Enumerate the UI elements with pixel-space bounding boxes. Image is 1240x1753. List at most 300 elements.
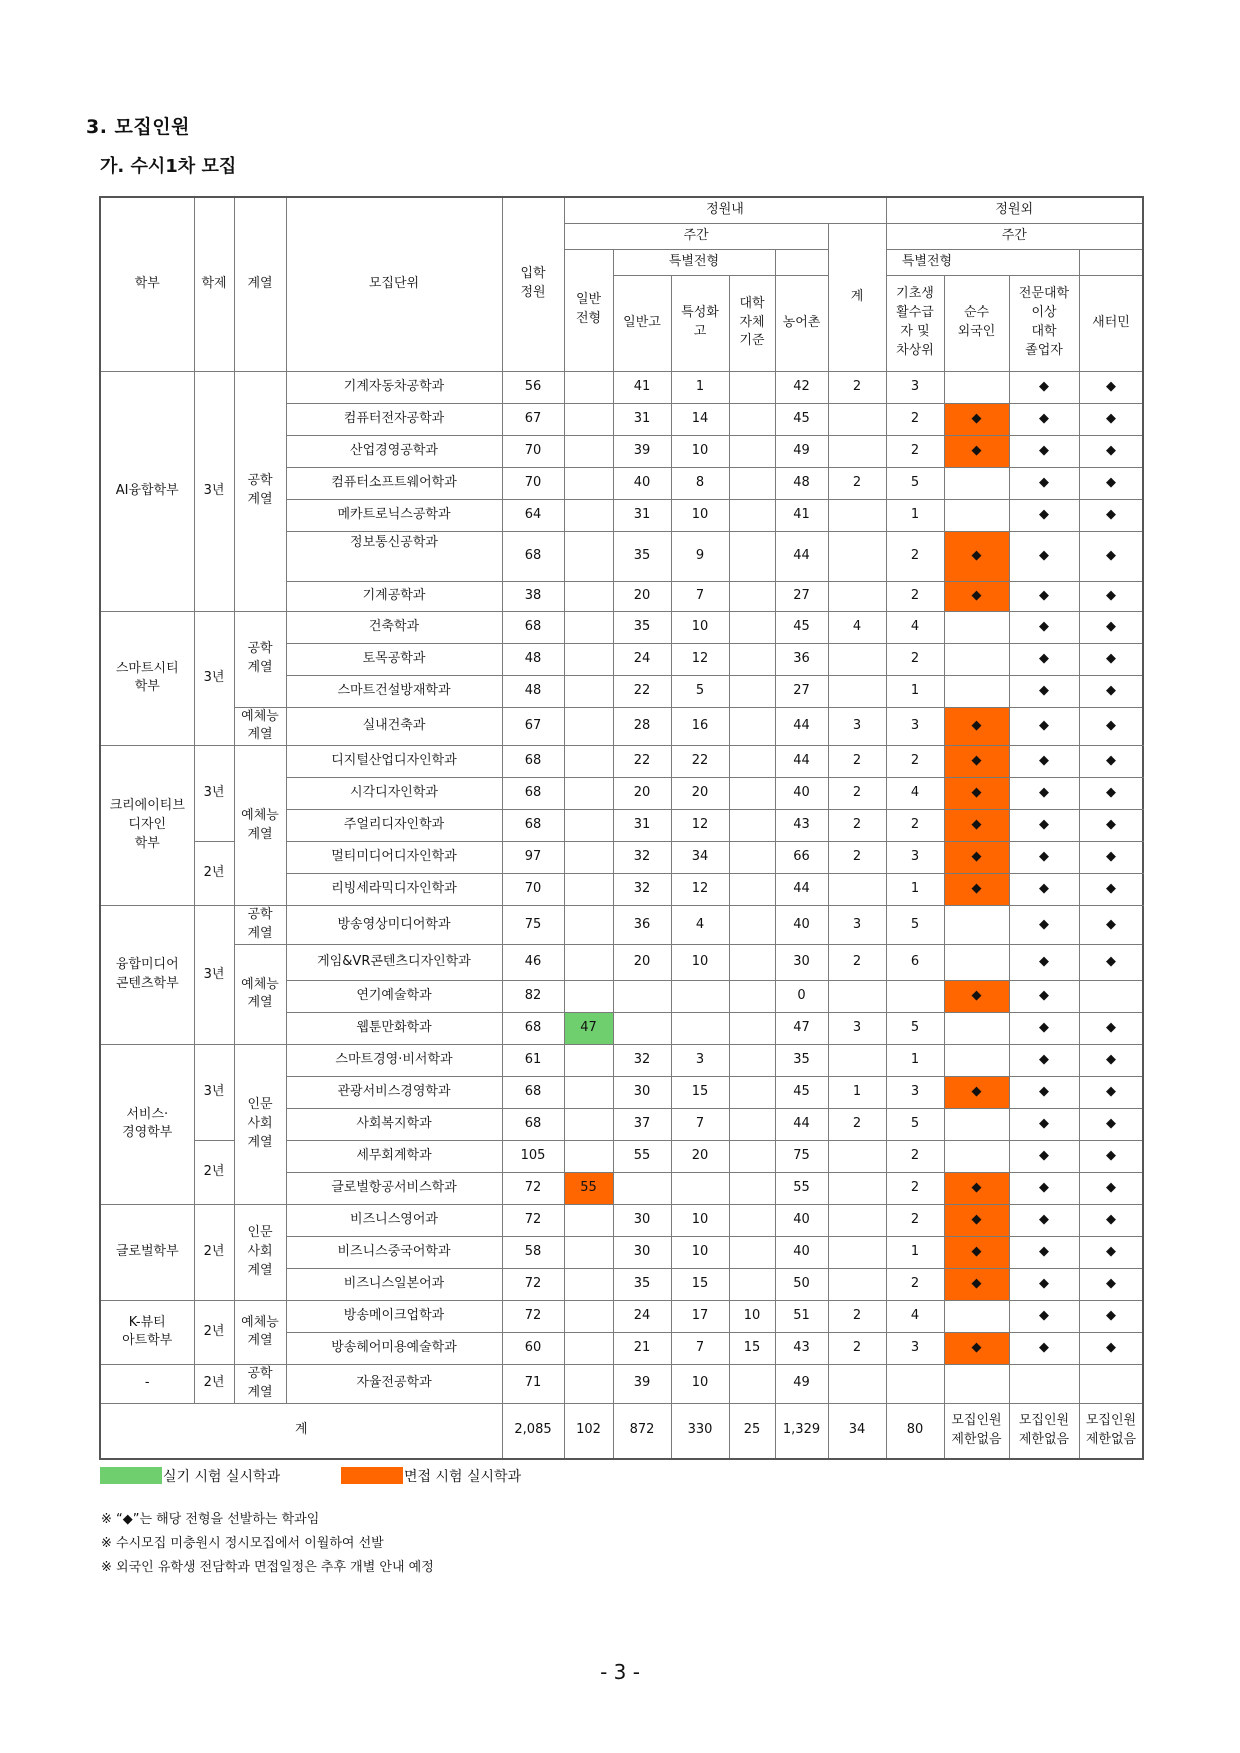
general-hs-cell <box>613 980 671 1012</box>
field-cell: 공학 계열 <box>234 1364 286 1403</box>
notes <box>101 1508 434 1580</box>
special-hs-cell: 16 <box>671 707 729 746</box>
total-cell: 49 <box>775 435 828 467</box>
foreigner-cell: ◆ <box>944 810 1009 842</box>
univ-own-cell <box>729 944 775 980</box>
college-grad-cell: ◆ <box>1009 611 1079 643</box>
college-grad-cell: ◆ <box>1009 980 1079 1012</box>
table-row <box>100 1204 1143 1236</box>
rural-cell <box>828 874 886 906</box>
college-grad-cell: ◆ <box>1009 746 1079 778</box>
general-cell <box>564 810 613 842</box>
college-grad-cell: ◆ <box>1009 810 1079 842</box>
basic-living-cell <box>886 1364 944 1403</box>
general-hs-cell: 40 <box>613 467 671 499</box>
total-general-cell: 102 <box>564 1403 613 1459</box>
table-row <box>100 1044 1143 1076</box>
total-cell: 44 <box>775 1108 828 1140</box>
field-cell: 예체능 계열 <box>234 944 286 1044</box>
univ-own-cell <box>729 531 775 581</box>
capacity-cell: 68 <box>502 1076 564 1108</box>
general-hs-cell: 22 <box>613 675 671 707</box>
univ-own-cell <box>729 1076 775 1108</box>
defector-cell: ◆ <box>1079 581 1143 611</box>
rural-cell <box>828 643 886 675</box>
univ-own-cell <box>729 1044 775 1076</box>
univ-own-cell <box>729 581 775 611</box>
foreigner-cell: ◆ <box>944 1332 1009 1364</box>
basic-living-cell: 3 <box>886 1076 944 1108</box>
total-cell: 48 <box>775 467 828 499</box>
field-cell: 공학 계열 <box>234 371 286 611</box>
defector-cell: ◆ <box>1079 643 1143 675</box>
general-hs-cell: 20 <box>613 778 671 810</box>
college-grad-cell: ◆ <box>1009 403 1079 435</box>
special-hs-cell: 9 <box>671 531 729 581</box>
college-grad-cell: ◆ <box>1009 1172 1079 1204</box>
basic-living-cell: 2 <box>886 643 944 675</box>
general-cell <box>564 499 613 531</box>
foreigner-cell <box>944 1300 1009 1332</box>
col-header-rural: 농어촌 <box>775 275 828 371</box>
department-cell: K-뷰티 아트학부 <box>100 1300 194 1364</box>
rural-cell: 2 <box>828 1300 886 1332</box>
capacity-cell: 64 <box>502 499 564 531</box>
univ-own-cell <box>729 1236 775 1268</box>
special-hs-cell: 1 <box>671 371 729 403</box>
basic-living-cell: 4 <box>886 1300 944 1332</box>
capacity-cell: 72 <box>502 1204 564 1236</box>
capacity-cell: 68 <box>502 810 564 842</box>
general-cell <box>564 746 613 778</box>
col-header-special: 특별전형 <box>613 249 775 275</box>
col-header-field: 계열 <box>234 197 286 371</box>
capacity-cell: 68 <box>502 611 564 643</box>
total-total-cell: 1,329 <box>775 1403 828 1459</box>
foreigner-cell: ◆ <box>944 980 1009 1012</box>
table-total-row <box>100 1403 1143 1459</box>
total-cell: 27 <box>775 675 828 707</box>
capacity-cell: 61 <box>502 1044 564 1076</box>
general-hs-cell: 30 <box>613 1076 671 1108</box>
rural-cell: 2 <box>828 810 886 842</box>
general-hs-cell: 22 <box>613 746 671 778</box>
univ-own-cell <box>729 1268 775 1300</box>
rural-cell: 3 <box>828 906 886 945</box>
duration-cell: 2년 <box>194 1300 234 1364</box>
general-cell <box>564 778 613 810</box>
defector-cell <box>1079 1364 1143 1403</box>
unit-cell: 웹툰만화학과 <box>286 1012 502 1044</box>
univ-own-cell <box>729 980 775 1012</box>
special-hs-cell: 15 <box>671 1268 729 1300</box>
department-cell: 융합미디어 콘텐츠학부 <box>100 906 194 1045</box>
college-grad-cell: ◆ <box>1009 499 1079 531</box>
rural-cell: 2 <box>828 1332 886 1364</box>
capacity-cell: 68 <box>502 746 564 778</box>
rural-cell: 1 <box>828 1076 886 1108</box>
foreigner-cell <box>944 467 1009 499</box>
foreigner-cell <box>944 906 1009 945</box>
unit-cell: 건축학과 <box>286 611 502 643</box>
col-header-univ-own: 대학 자체 기준 <box>729 275 775 371</box>
department-cell: - <box>100 1364 194 1403</box>
univ-own-cell <box>729 1140 775 1172</box>
total-cell: 35 <box>775 1044 828 1076</box>
legend-practical-swatch <box>100 1467 162 1484</box>
table-row <box>100 1300 1143 1332</box>
rural-cell: 2 <box>828 467 886 499</box>
univ-own-cell <box>729 675 775 707</box>
capacity-cell: 70 <box>502 874 564 906</box>
unit-cell: 방송헤어미용예술학과 <box>286 1332 502 1364</box>
capacity-cell: 72 <box>502 1172 564 1204</box>
special-hs-cell: 10 <box>671 1236 729 1268</box>
foreigner-cell: ◆ <box>944 435 1009 467</box>
total-cell: 36 <box>775 643 828 675</box>
basic-living-cell: 1 <box>886 1044 944 1076</box>
basic-living-cell: 5 <box>886 1108 944 1140</box>
special-hs-cell: 3 <box>671 1044 729 1076</box>
col-header-total: 계 <box>828 223 886 371</box>
total-defector-cell: 모집인원 제한없음 <box>1079 1403 1143 1459</box>
total-cell: 43 <box>775 810 828 842</box>
univ-own-cell <box>729 467 775 499</box>
univ-own-cell: 15 <box>729 1332 775 1364</box>
rural-cell <box>828 675 886 707</box>
general-hs-cell: 32 <box>613 1044 671 1076</box>
total-cell: 43 <box>775 1332 828 1364</box>
general-cell: 55 <box>564 1172 613 1204</box>
subsection-title: 가. 수시1차 모집 <box>100 156 237 177</box>
defector-cell: ◆ <box>1079 1108 1143 1140</box>
general-cell <box>564 707 613 746</box>
special-hs-cell: 17 <box>671 1300 729 1332</box>
duration-cell: 2년 <box>194 1364 234 1403</box>
foreigner-cell <box>944 1364 1009 1403</box>
univ-own-cell <box>729 906 775 945</box>
defector-cell: ◆ <box>1079 403 1143 435</box>
note-item: ※ “◆”는 해당 전형을 선발하는 학과임 <box>101 1512 320 1527</box>
general-hs-cell: 20 <box>613 581 671 611</box>
unit-cell: 주얼리디자인학과 <box>286 810 502 842</box>
total-cell: 44 <box>775 531 828 581</box>
foreigner-cell <box>944 1012 1009 1044</box>
general-hs-cell: 32 <box>613 874 671 906</box>
capacity-cell: 68 <box>502 531 564 581</box>
college-grad-cell: ◆ <box>1009 1236 1079 1268</box>
total-foreigner-cell: 모집인원 제한없음 <box>944 1403 1009 1459</box>
foreigner-cell: ◆ <box>944 1204 1009 1236</box>
general-hs-cell: 32 <box>613 842 671 874</box>
col-header-foreigner: 순수 외국인 <box>944 275 1009 371</box>
univ-own-cell <box>729 1364 775 1403</box>
univ-own-cell: 10 <box>729 1300 775 1332</box>
total-general-hs-cell: 872 <box>613 1403 671 1459</box>
table-row <box>100 611 1143 643</box>
college-grad-cell: ◆ <box>1009 906 1079 945</box>
unit-cell: 방송메이크업학과 <box>286 1300 502 1332</box>
general-hs-cell <box>613 1012 671 1044</box>
total-cell: 55 <box>775 1172 828 1204</box>
rural-cell: 2 <box>828 944 886 980</box>
capacity-cell: 97 <box>502 842 564 874</box>
basic-living-cell: 3 <box>886 842 944 874</box>
capacity-cell: 46 <box>502 944 564 980</box>
unit-cell: 기계자동차공학과 <box>286 371 502 403</box>
foreigner-cell: ◆ <box>944 1172 1009 1204</box>
capacity-cell: 75 <box>502 906 564 945</box>
unit-cell: 시각디자인학과 <box>286 778 502 810</box>
college-grad-cell: ◆ <box>1009 842 1079 874</box>
total-cell: 49 <box>775 1364 828 1403</box>
defector-cell: ◆ <box>1079 1236 1143 1268</box>
rural-cell: 2 <box>828 746 886 778</box>
foreigner-cell <box>944 944 1009 980</box>
department-cell: 글로벌학부 <box>100 1204 194 1300</box>
table-row <box>100 707 1143 746</box>
foreigner-cell: ◆ <box>944 1076 1009 1108</box>
general-hs-cell: 20 <box>613 944 671 980</box>
college-grad-cell: ◆ <box>1009 1108 1079 1140</box>
univ-own-cell <box>729 1108 775 1140</box>
general-hs-cell: 24 <box>613 643 671 675</box>
capacity-cell: 60 <box>502 1332 564 1364</box>
general-hs-cell: 41 <box>613 371 671 403</box>
basic-living-cell: 1 <box>886 675 944 707</box>
col-header-duration: 학제 <box>194 197 234 371</box>
rural-cell <box>828 1044 886 1076</box>
college-grad-cell: ◆ <box>1009 778 1079 810</box>
unit-cell: 비즈니스중국어학과 <box>286 1236 502 1268</box>
foreigner-cell: ◆ <box>944 874 1009 906</box>
field-cell: 공학 계열 <box>234 611 286 707</box>
unit-cell: 세무회계학과 <box>286 1140 502 1172</box>
foreigner-cell <box>944 675 1009 707</box>
defector-cell: ◆ <box>1079 1268 1143 1300</box>
general-hs-cell: 55 <box>613 1140 671 1172</box>
total-capacity-cell: 2,085 <box>502 1403 564 1459</box>
univ-own-cell <box>729 403 775 435</box>
univ-own-cell <box>729 778 775 810</box>
total-cell: 40 <box>775 778 828 810</box>
total-univ-own-cell: 25 <box>729 1403 775 1459</box>
department-cell: AI융합학부 <box>100 371 194 611</box>
field-cell: 예체능 계열 <box>234 707 286 746</box>
table-row <box>100 944 1143 980</box>
foreigner-cell <box>944 1108 1009 1140</box>
total-label: 계 <box>100 1403 502 1459</box>
defector-cell: ◆ <box>1079 746 1143 778</box>
col-header-department: 학부 <box>100 197 194 371</box>
defector-cell: ◆ <box>1079 1012 1143 1044</box>
legend-interview-swatch <box>341 1467 403 1484</box>
general-cell <box>564 435 613 467</box>
basic-living-cell: 3 <box>886 1332 944 1364</box>
basic-living-cell: 5 <box>886 906 944 945</box>
total-cell: 75 <box>775 1140 828 1172</box>
college-grad-cell: ◆ <box>1009 1300 1079 1332</box>
unit-cell: 산업경영공학과 <box>286 435 502 467</box>
special-hs-cell: 7 <box>671 581 729 611</box>
basic-living-cell: 2 <box>886 435 944 467</box>
general-hs-cell: 35 <box>613 531 671 581</box>
rural-cell <box>828 1172 886 1204</box>
college-grad-cell: ◆ <box>1009 675 1079 707</box>
rural-cell: 2 <box>828 778 886 810</box>
rural-cell: 3 <box>828 707 886 746</box>
unit-cell: 컴퓨터소프트웨어학과 <box>286 467 502 499</box>
col-header-capacity: 입학 정원 <box>502 197 564 371</box>
col-header-special-outside: 특별전형 <box>775 249 1079 275</box>
general-cell <box>564 944 613 980</box>
unit-cell: 연기예술학과 <box>286 980 502 1012</box>
general-hs-cell: 35 <box>613 1268 671 1300</box>
total-cell: 45 <box>775 403 828 435</box>
college-grad-cell: ◆ <box>1009 643 1079 675</box>
special-hs-cell <box>671 1012 729 1044</box>
general-cell <box>564 1268 613 1300</box>
foreigner-cell <box>944 1044 1009 1076</box>
special-hs-cell: 10 <box>671 1364 729 1403</box>
total-cell: 40 <box>775 1204 828 1236</box>
special-hs-cell: 12 <box>671 810 729 842</box>
rural-cell: 2 <box>828 1108 886 1140</box>
special-hs-cell: 14 <box>671 403 729 435</box>
special-hs-cell: 20 <box>671 1140 729 1172</box>
department-cell: 스마트시티 학부 <box>100 611 194 746</box>
special-hs-cell: 7 <box>671 1332 729 1364</box>
unit-cell: 자율전공학과 <box>286 1364 502 1403</box>
capacity-cell: 38 <box>502 581 564 611</box>
general-cell <box>564 371 613 403</box>
general-cell: 47 <box>564 1012 613 1044</box>
capacity-cell: 70 <box>502 435 564 467</box>
total-special-hs-cell: 330 <box>671 1403 729 1459</box>
univ-own-cell <box>729 707 775 746</box>
basic-living-cell: 4 <box>886 611 944 643</box>
capacity-cell: 68 <box>502 778 564 810</box>
foreigner-cell: ◆ <box>944 531 1009 581</box>
college-grad-cell: ◆ <box>1009 1332 1079 1364</box>
basic-living-cell: 2 <box>886 1204 944 1236</box>
basic-living-cell: 2 <box>886 581 944 611</box>
special-hs-cell <box>671 1172 729 1204</box>
capacity-cell: 58 <box>502 1236 564 1268</box>
unit-cell: 스마트경영·비서학과 <box>286 1044 502 1076</box>
basic-living-cell: 2 <box>886 1140 944 1172</box>
unit-cell: 기계공학과 <box>286 581 502 611</box>
defector-cell: ◆ <box>1079 944 1143 980</box>
defector-cell: ◆ <box>1079 499 1143 531</box>
special-hs-cell: 7 <box>671 1108 729 1140</box>
unit-cell: 토목공학과 <box>286 643 502 675</box>
field-cell: 공학 계열 <box>234 906 286 945</box>
capacity-cell: 71 <box>502 1364 564 1403</box>
basic-living-cell: 5 <box>886 1012 944 1044</box>
basic-living-cell: 2 <box>886 746 944 778</box>
special-hs-cell: 4 <box>671 906 729 945</box>
note-item: ※ 외국인 유학생 전담학과 면접일정은 추후 개별 안내 예정 <box>101 1560 434 1575</box>
duration-cell: 3년 <box>194 906 234 1045</box>
total-cell: 44 <box>775 874 828 906</box>
basic-living-cell: 1 <box>886 874 944 906</box>
special-hs-cell: 10 <box>671 435 729 467</box>
col-header-unit: 모집단위 <box>286 197 502 371</box>
duration-cell: 2년 <box>194 1140 234 1204</box>
table-row <box>100 371 1143 403</box>
basic-living-cell: 1 <box>886 499 944 531</box>
basic-living-cell: 1 <box>886 1236 944 1268</box>
unit-cell: 스마트건설방재학과 <box>286 675 502 707</box>
defector-cell: ◆ <box>1079 1140 1143 1172</box>
general-hs-cell: 39 <box>613 1364 671 1403</box>
general-cell <box>564 1300 613 1332</box>
field-cell: 예체능 계열 <box>234 1300 286 1364</box>
general-cell <box>564 874 613 906</box>
rural-cell: 2 <box>828 371 886 403</box>
rural-cell <box>828 435 886 467</box>
basic-living-cell: 2 <box>886 403 944 435</box>
col-header-daytime-outside: 주간 <box>886 223 1143 249</box>
defector-cell: ◆ <box>1079 906 1143 945</box>
foreigner-cell <box>944 611 1009 643</box>
defector-cell: ◆ <box>1079 1300 1143 1332</box>
rural-cell: 4 <box>828 611 886 643</box>
foreigner-cell: ◆ <box>944 778 1009 810</box>
defector-cell: ◆ <box>1079 874 1143 906</box>
basic-living-cell: 2 <box>886 1172 944 1204</box>
total-cell: 45 <box>775 1076 828 1108</box>
college-grad-cell: ◆ <box>1009 467 1079 499</box>
total-cell: 41 <box>775 499 828 531</box>
defector-cell <box>1079 980 1143 1012</box>
duration-cell: 3년 <box>194 1044 234 1140</box>
college-grad-cell: ◆ <box>1009 1140 1079 1172</box>
college-grad-cell: ◆ <box>1009 1044 1079 1076</box>
unit-cell: 실내건축과 <box>286 707 502 746</box>
foreigner-cell <box>944 499 1009 531</box>
foreigner-cell: ◆ <box>944 1268 1009 1300</box>
total-cell: 66 <box>775 842 828 874</box>
basic-living-cell: 2 <box>886 1268 944 1300</box>
duration-cell: 3년 <box>194 611 234 746</box>
special-hs-cell: 10 <box>671 1204 729 1236</box>
capacity-cell: 72 <box>502 1268 564 1300</box>
special-hs-cell: 12 <box>671 643 729 675</box>
unit-cell: 게임&VR콘텐츠디자인학과 <box>286 944 502 980</box>
general-cell <box>564 1044 613 1076</box>
table-row <box>100 746 1143 778</box>
univ-own-cell <box>729 810 775 842</box>
col-header-college-grad: 전문대학 이상 대학 졸업자 <box>1009 275 1079 371</box>
col-header-general: 일반 전형 <box>564 249 613 371</box>
total-cell: 47 <box>775 1012 828 1044</box>
general-cell <box>564 403 613 435</box>
college-grad-cell: ◆ <box>1009 1268 1079 1300</box>
defector-cell: ◆ <box>1079 675 1143 707</box>
general-hs-cell: 30 <box>613 1236 671 1268</box>
general-cell <box>564 1108 613 1140</box>
general-cell <box>564 1204 613 1236</box>
duration-cell: 3년 <box>194 371 234 611</box>
univ-own-cell <box>729 435 775 467</box>
general-hs-cell: 28 <box>613 707 671 746</box>
defector-cell: ◆ <box>1079 467 1143 499</box>
general-cell <box>564 842 613 874</box>
defector-cell: ◆ <box>1079 707 1143 746</box>
general-cell <box>564 611 613 643</box>
